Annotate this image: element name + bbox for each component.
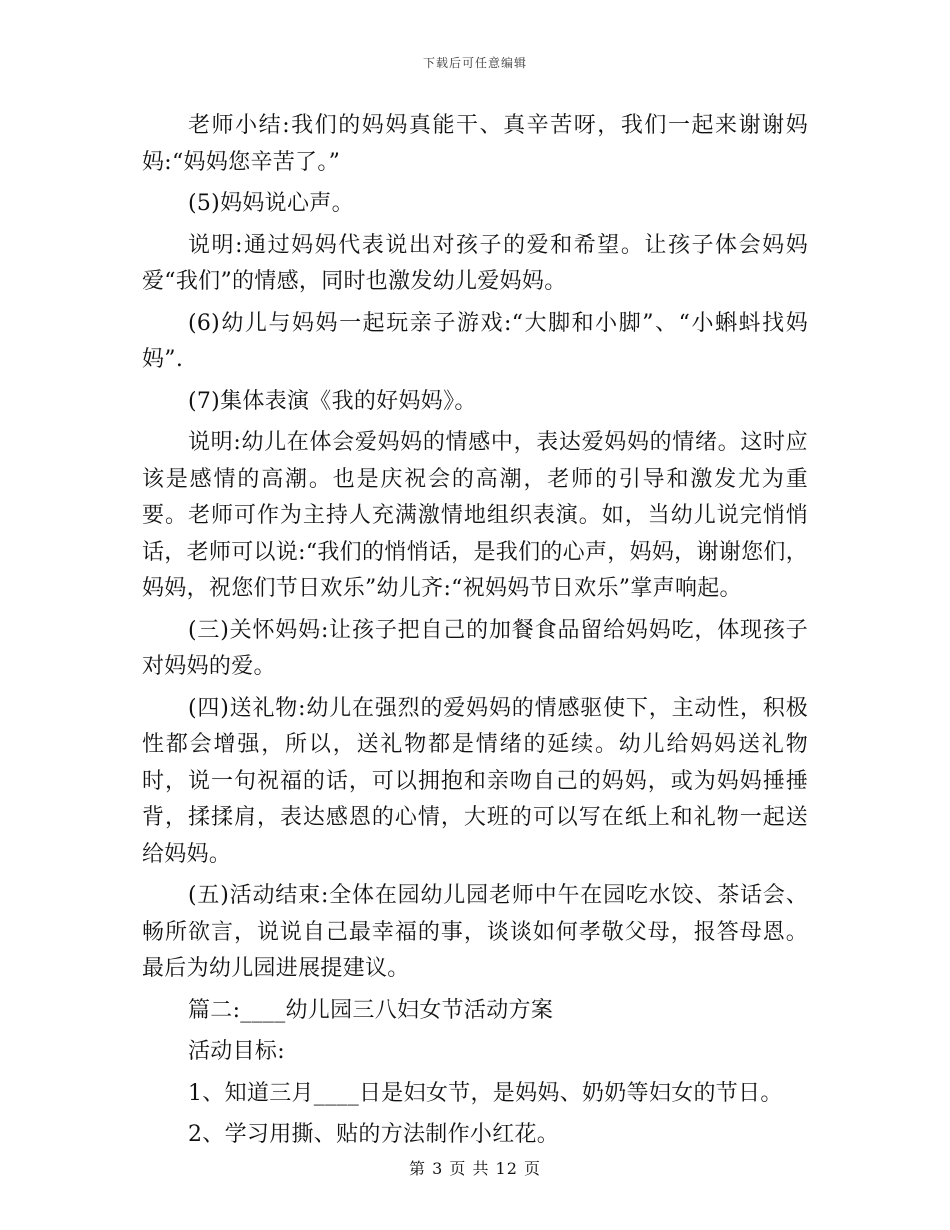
paragraph-section-3: (三)关怀妈妈:让孩子把自己的加餐食品留给妈妈吃，体现孩子对妈妈的爱。 xyxy=(142,617,808,679)
paragraph-teacher-summary: 老师小结:我们的妈妈真能干、真辛苦呀，我们一起来谢谢妈妈:“妈妈您辛苦了。” xyxy=(142,113,808,175)
goal-item-1: 1、知道三月____日是妇女节，是妈妈、奶奶等妇女的节日。 xyxy=(188,1080,783,1106)
paragraph-step-5: (5)妈妈说心声。 xyxy=(188,191,354,216)
goal-item-2: 2、学习用撕、贴的方法制作小红花。 xyxy=(188,1122,560,1147)
paragraph-step-5-note: 说明:通过妈妈代表说出对孩子的爱和希望。让孩子体会妈妈爱“我们”的情感，同时也激发幼儿爱妈妈。 xyxy=(142,232,808,294)
paragraph-section-5: (五)活动结束:全体在园幼儿园老师中午在园吃水饺、茶话会、畅所欲言，说说自己最幸福的事，谈谈如何孝敬父母，报答母恩。最后为幼儿园进展提建议。 xyxy=(142,883,808,981)
page-number: 第 3 页 共 12 页 xyxy=(409,1159,541,1178)
paragraph-step-7-note: 说明:幼儿在体会爱妈妈的情感中，表达爱妈妈的情绪。这时应该是感情的高潮。也是庆祝会的高潮，老师的引导和激发尤为重要。老师可作为主持人充满激情地组织表演。如，当幼儿说完悄悄话，老师可以说:“我们的悄悄话，是我们的心声，妈妈，谢谢您们，妈妈，祝您们节日欢乐”幼儿齐:“祝妈妈节日欢乐”掌声响起。 xyxy=(142,430,808,601)
paragraph-step-7: (7)集体表演《我的好妈妈》。 xyxy=(188,388,477,414)
heading-activity-goals: 活动目标: xyxy=(188,1039,285,1064)
paragraph-section-4: (四)送礼物:幼儿在强烈的爱妈妈的情感驱使下，主动性，积极性都会增强，所以，送礼物都是情绪的延续。幼儿给妈妈送礼物时，说一句祝福的话，可以拥抱和亲吻自己的妈妈，或为妈妈捶捶背，揉揉肩，表达感恩的心情，大班的可以写在纸上和礼物一起送给妈妈。 xyxy=(142,695,808,867)
document-body xyxy=(142,108,808,1159)
paragraph-step-6: (6)幼儿与妈妈一起玩亲子游戏:“大脚和小脚”、“小蝌蚪找妈妈”. xyxy=(142,310,808,372)
heading-part-2: 篇二:____幼儿园三八妇女节活动方案 xyxy=(188,997,554,1023)
download-edit-note: 下载后可任意编辑 xyxy=(422,56,527,70)
